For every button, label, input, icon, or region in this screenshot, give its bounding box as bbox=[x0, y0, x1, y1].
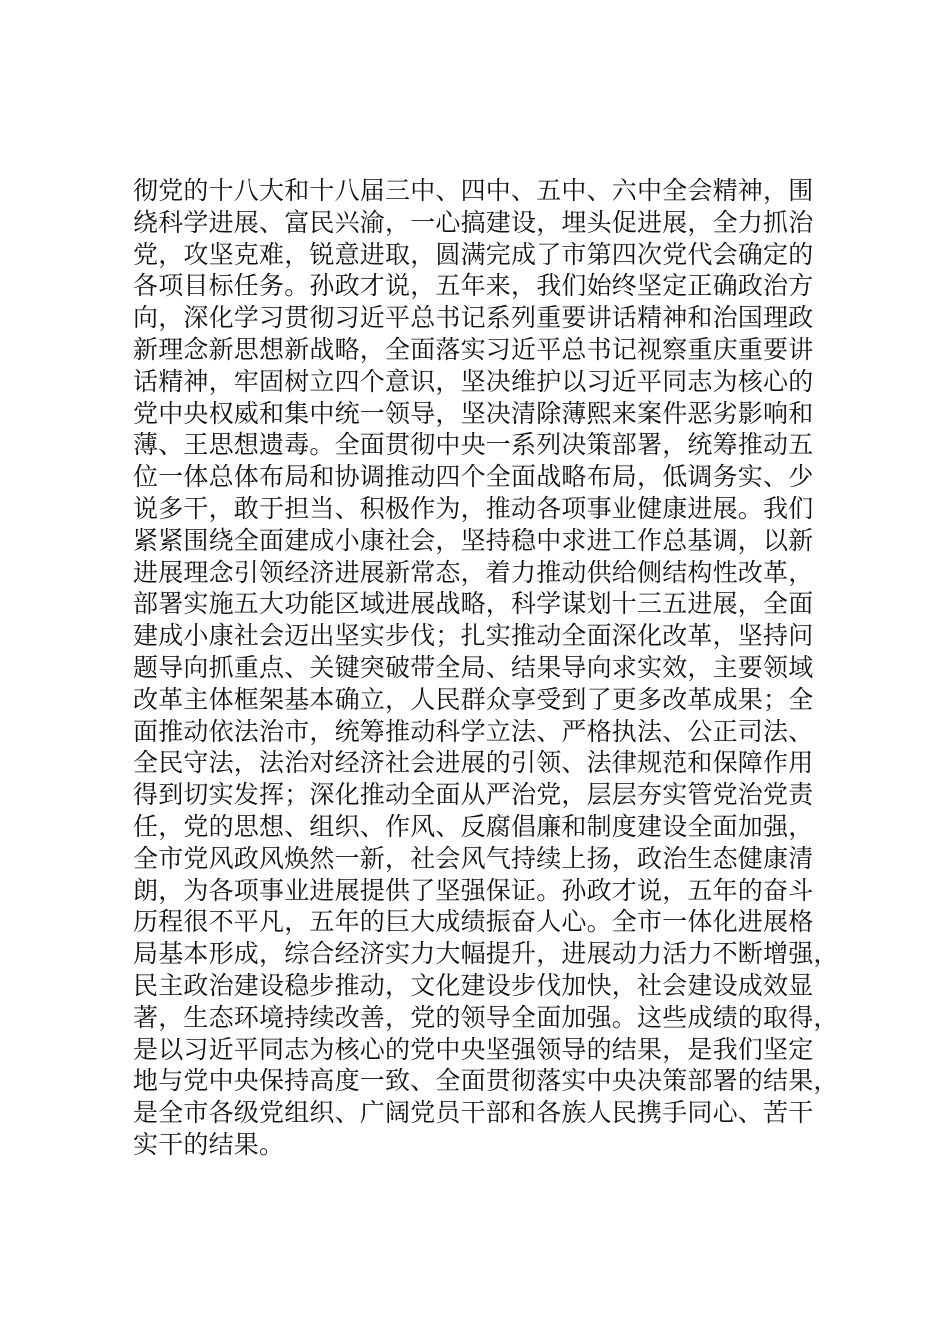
text-line: 得到切实发挥；深化推动全面从严治党，层层夯实管党治党责 bbox=[133, 780, 814, 810]
text-line: 位一体总体布局和协调推动四个全面战略布局，低调务实、少 bbox=[133, 462, 814, 492]
text-line: 面推动依法治市，统筹推动科学立法、严格执法、公正司法、 bbox=[133, 716, 814, 746]
text-line: 进展理念引领经济进展新常态，着力推动供给侧结构性改革， bbox=[133, 557, 814, 587]
text-line: 党中央权威和集中统一领导，坚决清除薄熙来案件恶劣影响和 bbox=[133, 398, 814, 428]
text-line: 民主政治建设稳步推动，文化建设步伐加快，社会建设成效显 bbox=[133, 970, 814, 1000]
text-line: 薄、王思想遗毒。全面贯彻中央一系列决策部署，统筹推动五 bbox=[133, 430, 814, 460]
text-line: 说多干，敢于担当、积极作为，推动各项事业健康进展。我们 bbox=[133, 493, 814, 523]
text-line: 地与党中央保持高度一致、全面贯彻落实中央决策部署的结果， bbox=[133, 1066, 839, 1096]
text-line: 彻党的十八大和十八届三中、四中、五中、六中全会精神，围 bbox=[133, 176, 814, 205]
text-line: 朗，为各项事业进展提供了坚强保证。孙政才说，五年的奋斗 bbox=[133, 875, 814, 905]
text-line: 全民守法，法治对经济社会进展的引领、法律规范和保障作用 bbox=[133, 748, 814, 778]
text-line: 改革主体框架基本确立，人民群众享受到了更多改革成果；全 bbox=[133, 684, 814, 714]
text-line: 全市党风政风焕然一新，社会风气持续上扬，政治生态健康清 bbox=[133, 843, 814, 873]
text-line: 著，生态环境持续改善，党的领导全面加强。这些成绩的取得， bbox=[133, 1002, 839, 1032]
text-line: 话精神，牢固树立四个意识，坚决维护以习近平同志为核心的 bbox=[133, 366, 814, 396]
text-line: 向，深化学习贯彻习近平总书记系列重要讲话精神和治国理政 bbox=[133, 303, 814, 333]
text-line: 是全市各级党组织、广阔党员干部和各族人民携手同心、苦干 bbox=[133, 1098, 814, 1128]
text-line: 实干的结果。 bbox=[133, 1129, 285, 1159]
text-line: 题导向抓重点、关键突破带全局、结果导向求实效，主要领域 bbox=[133, 652, 814, 682]
text-line: 建成小康社会迈出坚实步伐；扎实推动全面深化改革，坚持问 bbox=[133, 621, 814, 651]
text-line: 紧紧围绕全面建成小康社会，坚持稳中求进工作总基调，以新 bbox=[133, 525, 814, 555]
text-line: 部署实施五大功能区域进展战略，科学谋划十三五进展，全面 bbox=[133, 589, 814, 619]
text-line: 历程很不平凡，五年的巨大成绩振奋人心。全市一体化进展格 bbox=[133, 907, 814, 937]
body-paragraph bbox=[133, 175, 839, 1161]
text-line: 绕科学进展、富民兴渝，一心搞建设，埋头促进展，全力抓治 bbox=[133, 207, 814, 237]
text-line: 任，党的思想、组织、作风、反腐倡廉和制度建设全面加强， bbox=[133, 811, 814, 841]
text-line: 新理念新思想新战略，全面落实习近平总书记视察重庆重要讲 bbox=[133, 334, 814, 364]
text-line: 党，攻坚克难，锐意进取，圆满完成了市第四次党代会确定的 bbox=[133, 239, 814, 269]
text-line: 各项目标任务。孙政才说，五年来，我们始终坚定正确政治方 bbox=[133, 271, 814, 301]
text-line: 是以习近平同志为核心的党中央坚强领导的结果，是我们坚定 bbox=[133, 1034, 814, 1064]
text-line: 局基本形成，综合经济实力大幅提升，进展动力活力不断增强， bbox=[133, 939, 839, 969]
